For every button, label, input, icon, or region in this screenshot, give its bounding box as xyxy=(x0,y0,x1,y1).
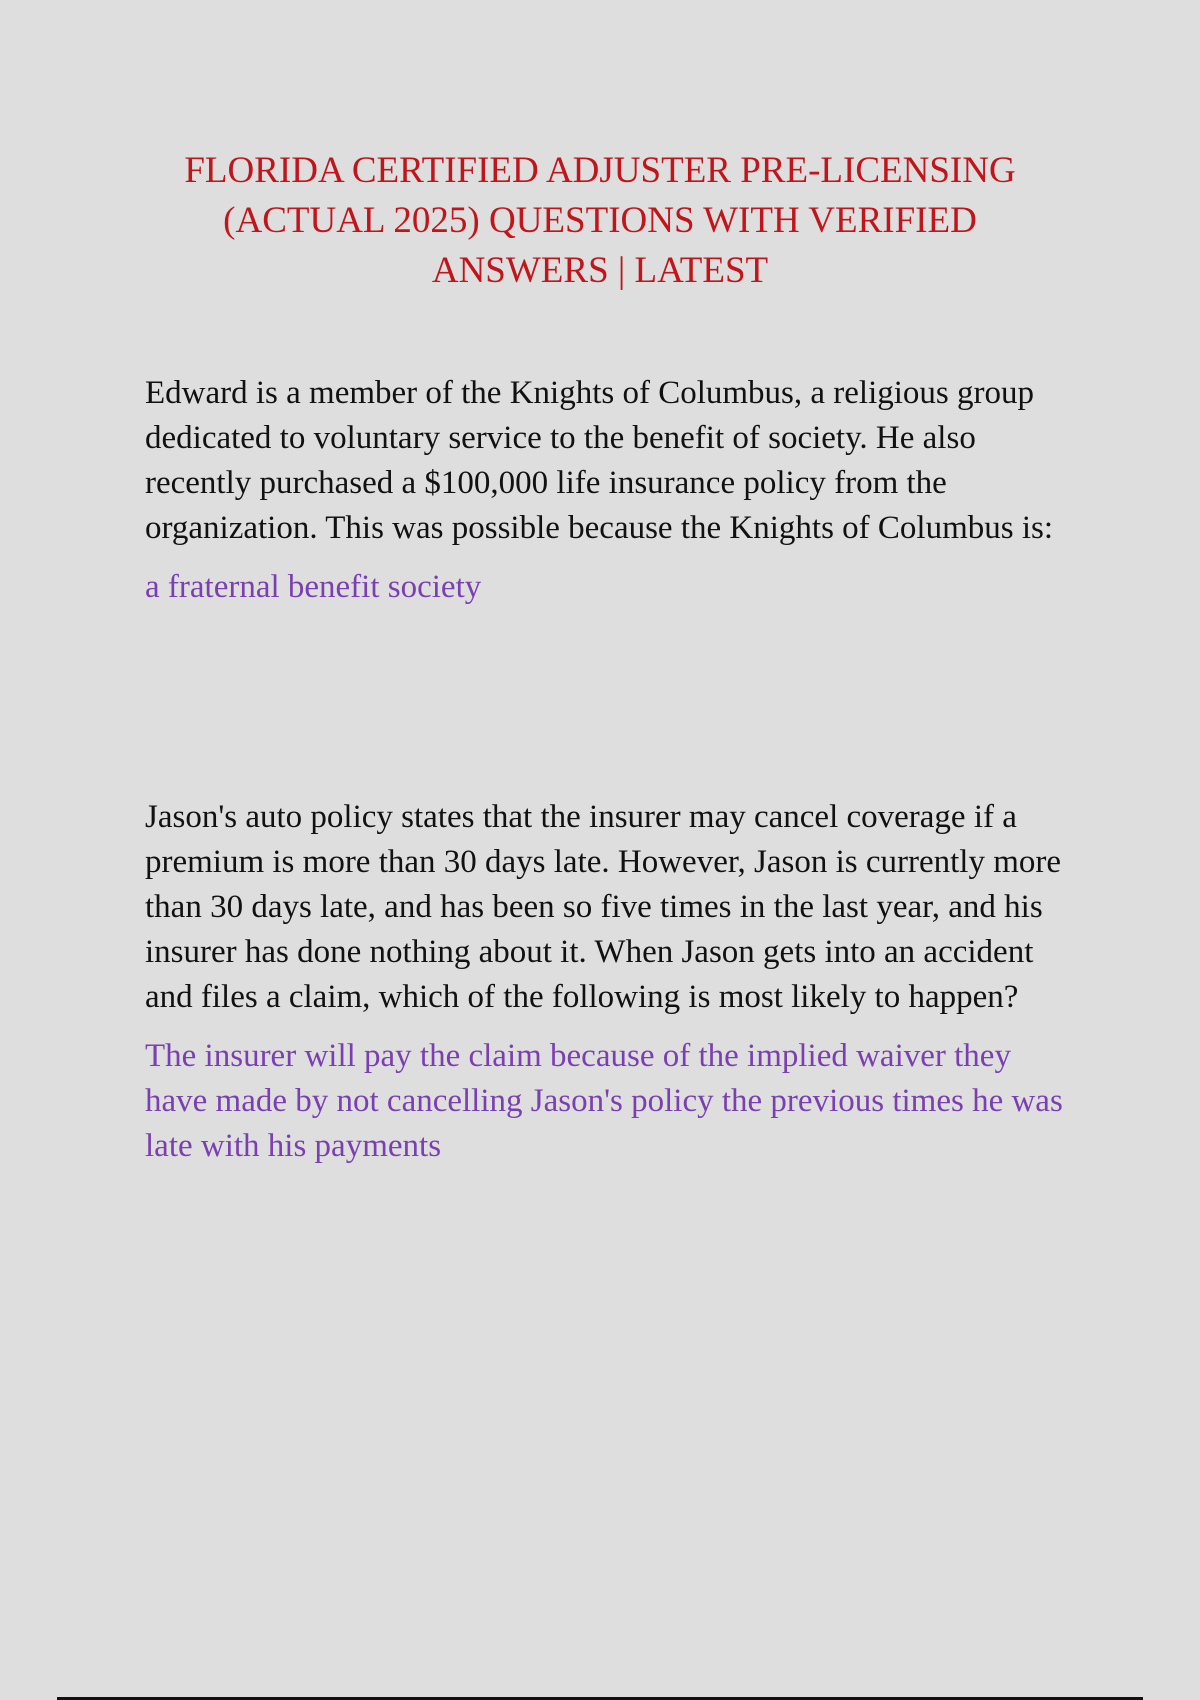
question-text: Edward is a member of the Knights of Columbus, a religious group dedicated to voluntary service to the benefit of society. He also recently purchased a $100,000 life insurance policy from the organization. This was possible because the Knights of Columbus is: xyxy=(145,375,1054,546)
document-title: FLORIDA CERTIFIED ADJUSTER PRE-LICENSING (ACTUAL 2025) QUESTIONS WITH VERIFIED ANSWERS | LATEST xyxy=(184,150,1016,291)
qa-item xyxy=(145,795,1065,1169)
answer-text: The insurer will pay the claim because of the implied waiver they have made by not cancelling Jason's policy the previous times he was late with his payments xyxy=(145,1038,1063,1164)
answer-text: a fraternal benefit society xyxy=(145,569,482,605)
question-text: Jason's auto policy states that the insurer may cancel coverage if a premium is more than 30 days late. However, Jason is currently more than 30 days late, and has been so five times in the last year, and his insurer has done nothing about it. When Jason gets into an accident and files a claim, which of the following is most likely to happen? xyxy=(145,799,1062,1015)
qa-item xyxy=(145,371,1065,610)
